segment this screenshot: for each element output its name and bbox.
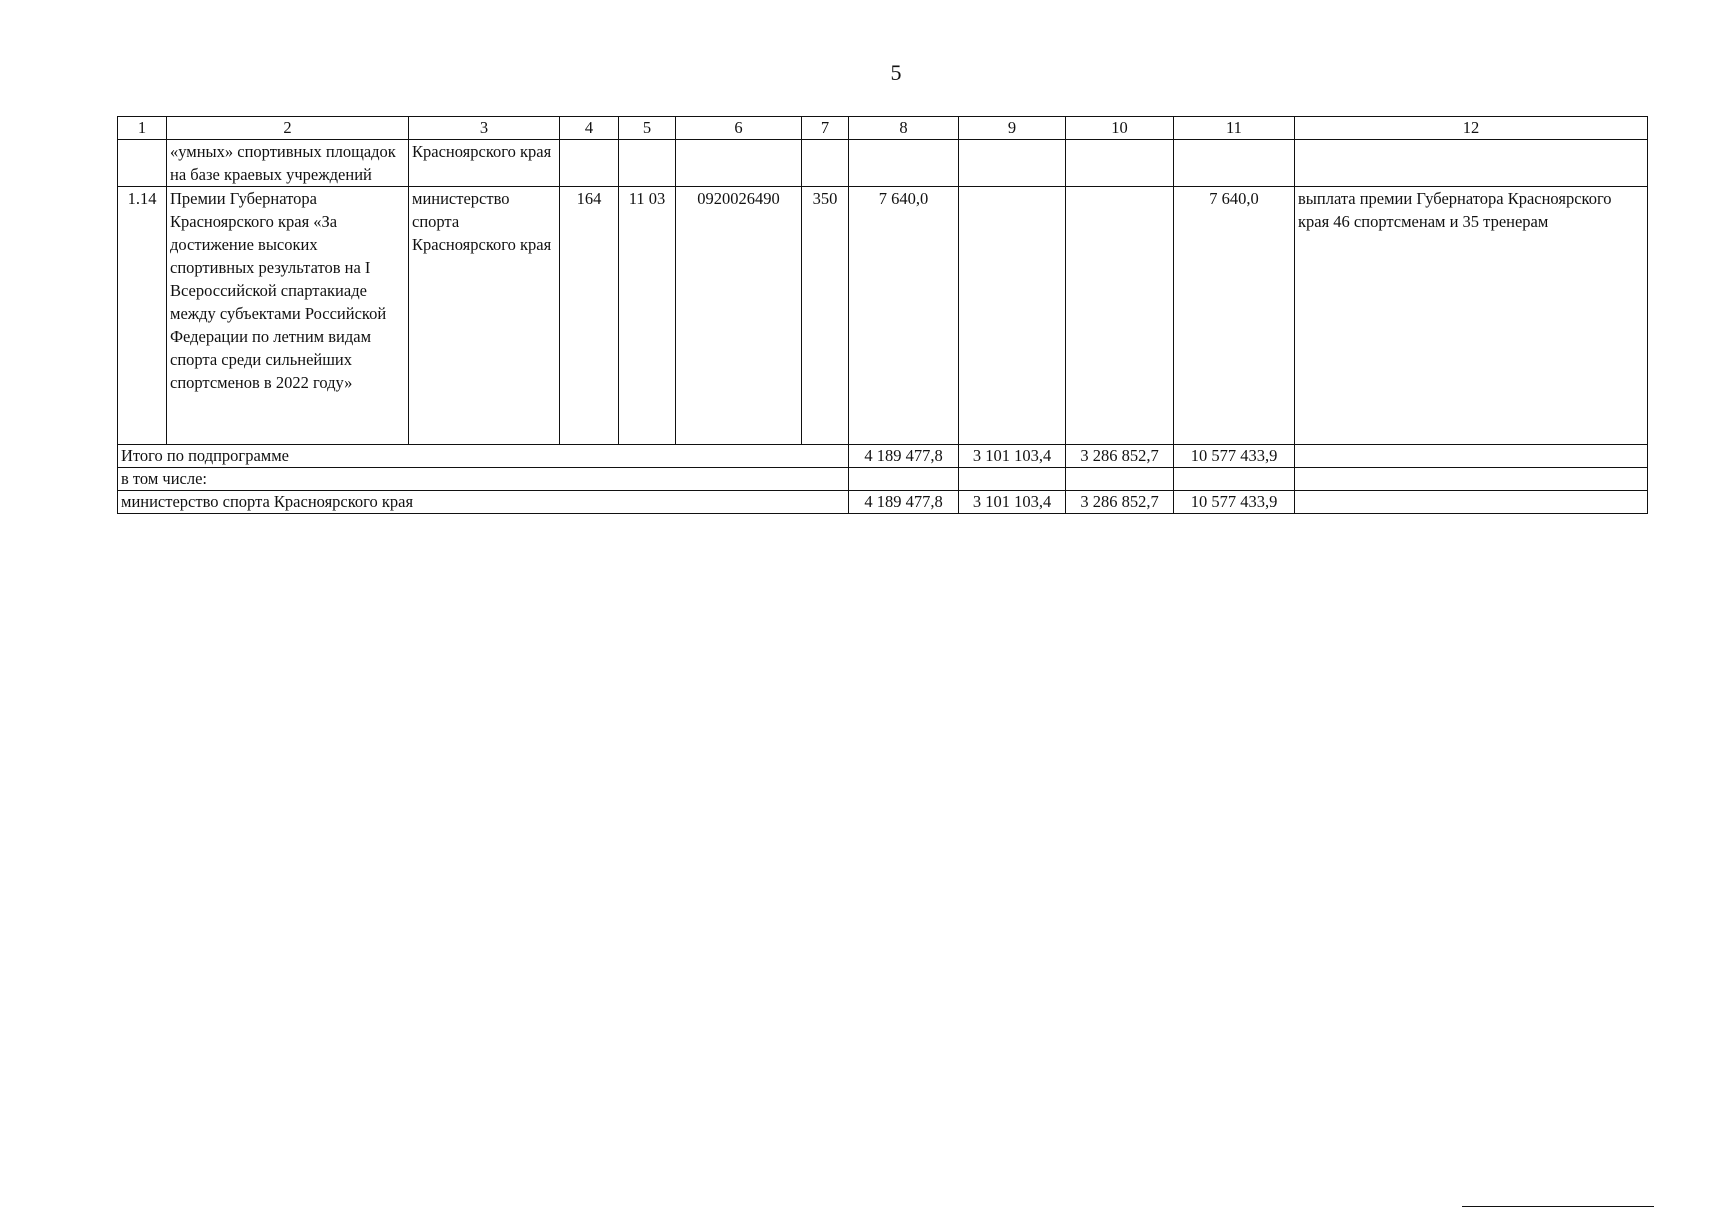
- executor-cell: министерство спорта Красноярского края: [409, 187, 560, 445]
- executor-cell: Красноярского края: [409, 140, 560, 187]
- column-header: 6: [676, 117, 802, 140]
- column-header: 9: [959, 117, 1066, 140]
- table-cell: [619, 140, 676, 187]
- column-header: 12: [1295, 117, 1648, 140]
- summary-2023: 3 101 103,4: [959, 445, 1066, 468]
- column-header: 7: [802, 117, 849, 140]
- column-header: 8: [849, 117, 959, 140]
- section-code-cell: 11 03: [619, 187, 676, 445]
- summary-row-subprogram-total: [118, 445, 1648, 468]
- row-number-cell: 1.14: [118, 187, 167, 445]
- measure-name-cell: «умных» спортивных площадок на базе краевых учреждений: [167, 140, 409, 187]
- column-header: 10: [1066, 117, 1174, 140]
- summary-label: Итого по подпрограмме: [118, 445, 849, 468]
- table-cell: [118, 140, 167, 187]
- table-cell: [1295, 468, 1648, 491]
- summary-row-ministry: [118, 491, 1648, 514]
- budget-table: [117, 116, 1648, 514]
- summary-total: 10 577 433,9: [1174, 445, 1295, 468]
- summary-total: [1174, 468, 1295, 491]
- summary-2024: [1066, 468, 1174, 491]
- table-row-1-14: [118, 187, 1648, 445]
- column-header: 11: [1174, 117, 1295, 140]
- table-cell: [1066, 140, 1174, 187]
- table-cell: [560, 140, 619, 187]
- table-cell: [849, 140, 959, 187]
- column-header: 3: [409, 117, 560, 140]
- summary-2023: 3 101 103,4: [959, 491, 1066, 514]
- table-cell: [1174, 140, 1295, 187]
- continuation-row: [118, 140, 1648, 187]
- amount-2022-cell: 7 640,0: [849, 187, 959, 445]
- page-number: 5: [890, 60, 902, 85]
- expense-type-cell: 350: [802, 187, 849, 445]
- summary-2024: 3 286 852,7: [1066, 445, 1174, 468]
- column-header: 4: [560, 117, 619, 140]
- amount-total-cell: 7 640,0: [1174, 187, 1295, 445]
- summary-row-including: [118, 468, 1648, 491]
- summary-2023: [959, 468, 1066, 491]
- column-number-header-row: [118, 117, 1648, 140]
- table-cell: [802, 140, 849, 187]
- column-header: 2: [167, 117, 409, 140]
- summary-2022: 4 189 477,8: [849, 445, 959, 468]
- amount-2024-cell: [1066, 187, 1174, 445]
- column-header: 5: [619, 117, 676, 140]
- table-cell: [959, 140, 1066, 187]
- column-header: 1: [118, 117, 167, 140]
- summary-label: в том числе:: [118, 468, 849, 491]
- grbs-code-cell: 164: [560, 187, 619, 445]
- expected-result-cell: выплата премии Губернатора Красноярского края 46 спортсменам и 35 тренерам: [1295, 187, 1648, 445]
- summary-2022: 4 189 477,8: [849, 491, 959, 514]
- measure-name-cell: Премии Губернатора Красноярского края «За достижение высоких спортивных результатов на I Всероссийской спартакиаде между субъектами Российской Федерации по летним видам спорта среди сильнейших спортсменов в 2022 году»: [167, 187, 409, 445]
- summary-2022: [849, 468, 959, 491]
- summary-total: 10 577 433,9: [1174, 491, 1295, 514]
- summary-label: министерство спорта Красноярского края: [118, 491, 849, 514]
- amount-2023-cell: [959, 187, 1066, 445]
- table-cell: [1295, 445, 1648, 468]
- summary-2024: 3 286 852,7: [1066, 491, 1174, 514]
- table-cell: [1295, 491, 1648, 514]
- table-cell: [676, 140, 802, 187]
- table-cell: [1295, 140, 1648, 187]
- target-article-cell: 0920026490: [676, 187, 802, 445]
